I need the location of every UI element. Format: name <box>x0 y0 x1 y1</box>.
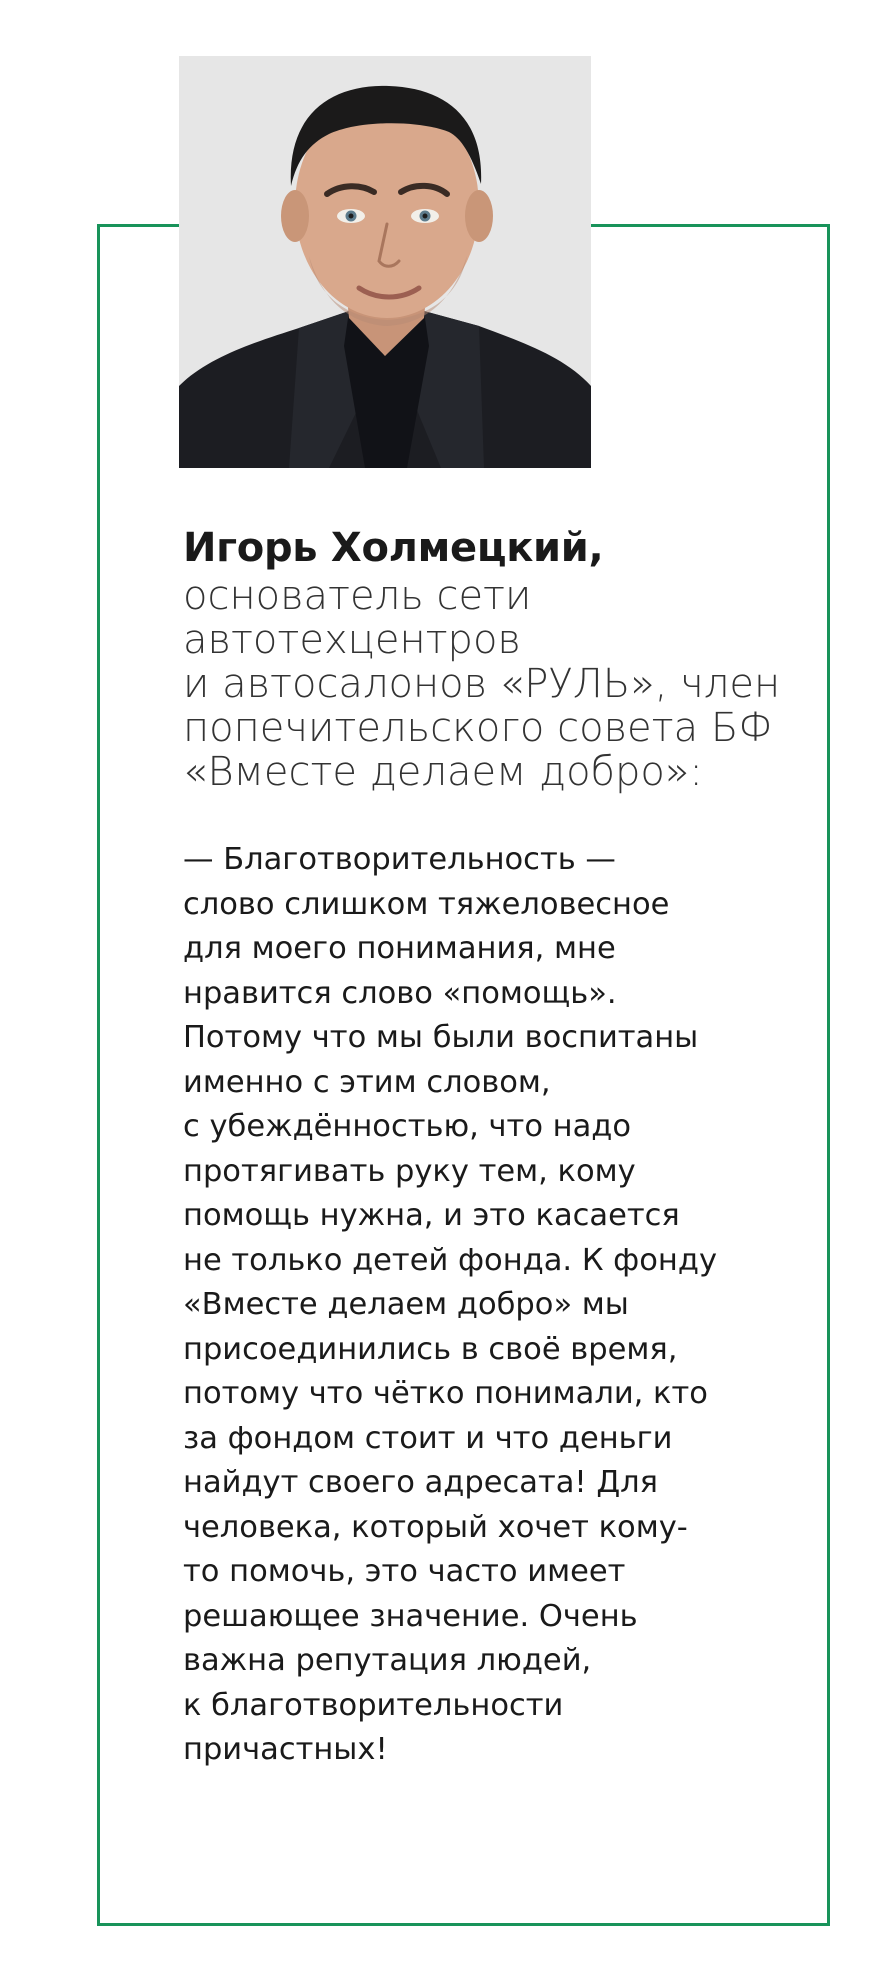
quote-line: к благотворительности <box>183 1687 564 1723</box>
quote-line: человека, который хочет кому- <box>183 1509 688 1545</box>
role-line: попечительского совета БФ <box>183 705 773 751</box>
role-line: и автосалонов «РУЛЬ», член <box>183 661 781 707</box>
quote-line: Потому что мы были воспитаны <box>183 1020 699 1055</box>
quote-line: причастных! <box>183 1732 388 1767</box>
quote-line: важна репутация людей, <box>183 1643 592 1678</box>
role-line: основатель сети <box>183 573 532 619</box>
quote-line: за фондом стоит и что деньги <box>183 1420 673 1456</box>
quote-line: «Вместе делаем добро» мы <box>183 1287 629 1322</box>
quote-line: не только детей фонда. К фонду <box>183 1242 717 1278</box>
quote-line: именно с этим словом, <box>183 1064 551 1100</box>
quote-line: присоединились в своё время, <box>183 1331 678 1367</box>
quote-line: протягивать руку тем, кому <box>183 1153 636 1189</box>
quote-line: с убеждённостью, что надо <box>183 1109 632 1144</box>
quote-body <box>183 838 783 1773</box>
role-line: «Вместе делаем добро»: <box>183 749 703 795</box>
quote-line: нравится слово «помощь». <box>183 975 617 1011</box>
quote-line: потому что чётко понимали, кто <box>183 1376 708 1411</box>
portrait-photo <box>179 56 591 468</box>
quote-line: слово слишком тяжеловесное <box>183 886 670 922</box>
role-line: автотехцентров <box>183 617 521 663</box>
quote-line: найдут своего адресата! Для <box>183 1465 659 1500</box>
quote-text-block <box>183 522 783 1773</box>
person-name: Игорь Холмецкий, <box>183 525 604 571</box>
quote-line: помощь нужна, и это касается <box>183 1198 680 1233</box>
quote-line: — Благотворительность — <box>183 842 616 877</box>
quote-line: решающее значение. Очень <box>183 1598 638 1634</box>
person-role <box>183 574 783 794</box>
portrait-illustration <box>179 56 591 468</box>
quote-line: то помочь, это часто имеет <box>183 1554 626 1589</box>
quote-line: для моего понимания, мне <box>183 931 616 966</box>
